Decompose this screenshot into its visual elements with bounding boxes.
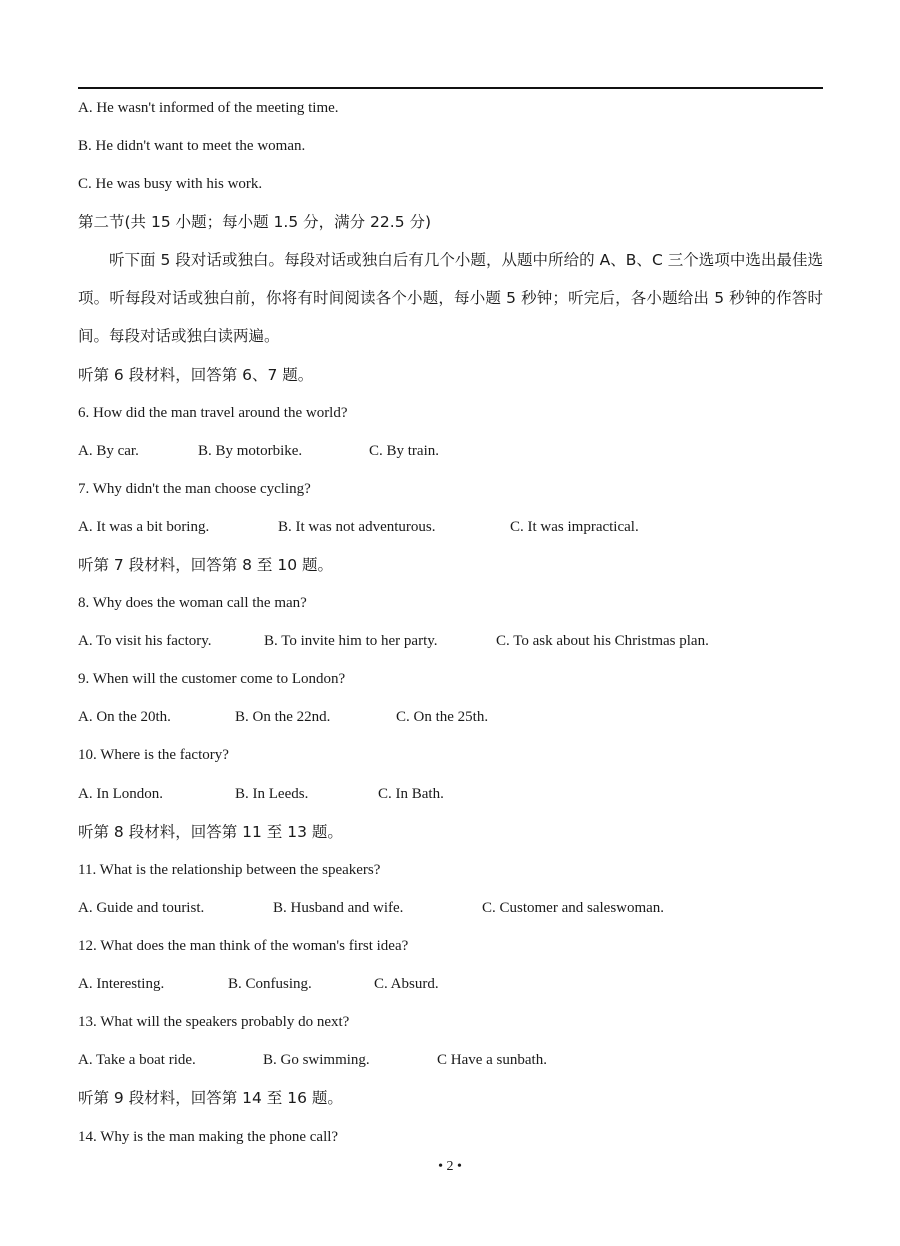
q8-question: 8. Why does the woman call the man? (78, 595, 307, 611)
instructions-paragraph: 听下面 5 段对话或独白。每段对话或独白后有几个小题，从题中所给的 A、B、C 三个选项中选出最佳选项。听每段对话或独白前，你将有时间阅读各个小题，每小题 5 秒钟；听完后，各小题给出 5 秒钟的作答时间。每段对话或独白读两遍。 (78, 251, 823, 345)
q6-option-a: A. By car. (78, 443, 139, 459)
material-7-heading: 听第 7 段材料，回答第 8 至 10 题。 (78, 556, 334, 574)
q6-option-c: C. By train. (369, 443, 439, 459)
page-number: • 2 • (438, 1159, 462, 1174)
q7-option-b: B. It was not adventurous. (278, 519, 436, 535)
q11-option-b: B. Husband and wife. (273, 900, 404, 916)
q5-option-c: C. He was busy with his work. (78, 176, 263, 192)
q11-option-c: C. Customer and saleswoman. (482, 900, 665, 916)
q9-option-b: B. On the 22nd. (235, 709, 331, 725)
q13-question: 13. What will the speakers probably do next? (78, 1014, 350, 1030)
section-header: 第二节(共 15 小题；每小题 1.5 分，满分 22.5 分) (78, 213, 432, 231)
q7-option-a: A. It was a bit boring. (78, 519, 210, 535)
q13-option-b: B. Go swimming. (263, 1052, 370, 1068)
q13-option-c: C Have a sunbath. (437, 1052, 547, 1068)
q14-question: 14. Why is the man making the phone call? (78, 1129, 339, 1145)
q8-option-b: B. To invite him to her party. (264, 633, 438, 649)
material-8-heading: 听第 8 段材料，回答第 11 至 13 题。 (78, 823, 343, 841)
q13-option-a: A. Take a boat ride. (78, 1052, 196, 1068)
q7-question: 7. Why didn't the man choose cycling? (78, 481, 311, 497)
q6-question: 6. How did the man travel around the world? (78, 405, 348, 421)
q12-question: 12. What does the man think of the woman's first idea? (78, 938, 409, 954)
q10-question: 10. Where is the factory? (78, 747, 229, 763)
q8-option-a: A. To visit his factory. (78, 633, 212, 649)
q12-option-b: B. Confusing. (228, 976, 312, 992)
q10-option-b: B. In Leeds. (235, 786, 309, 802)
q10-option-c: C. In Bath. (378, 786, 444, 802)
q7-option-c: C. It was impractical. (510, 519, 639, 535)
q12-option-a: A. Interesting. (78, 976, 165, 992)
q9-question: 9. When will the customer come to London? (78, 671, 346, 687)
material-6-heading: 听第 6 段材料，回答第 6、7 题。 (78, 366, 314, 384)
q10-option-a: A. In London. (78, 786, 163, 802)
header-rule (78, 87, 823, 89)
q9-option-c: C. On the 25th. (396, 709, 489, 725)
q8-option-c: C. To ask about his Christmas plan. (496, 633, 709, 649)
q5-option-a: A. He wasn't informed of the meeting time. (78, 100, 339, 116)
q12-option-c: C. Absurd. (374, 976, 439, 992)
q5-option-b: B. He didn't want to meet the woman. (78, 138, 306, 154)
q11-question: 11. What is the relationship between the speakers? (78, 862, 381, 878)
material-9-heading: 听第 9 段材料，回答第 14 至 16 题。 (78, 1089, 343, 1107)
q6-option-b: B. By motorbike. (198, 443, 303, 459)
q11-option-a: A. Guide and tourist. (78, 900, 205, 916)
q9-option-a: A. On the 20th. (78, 709, 171, 725)
